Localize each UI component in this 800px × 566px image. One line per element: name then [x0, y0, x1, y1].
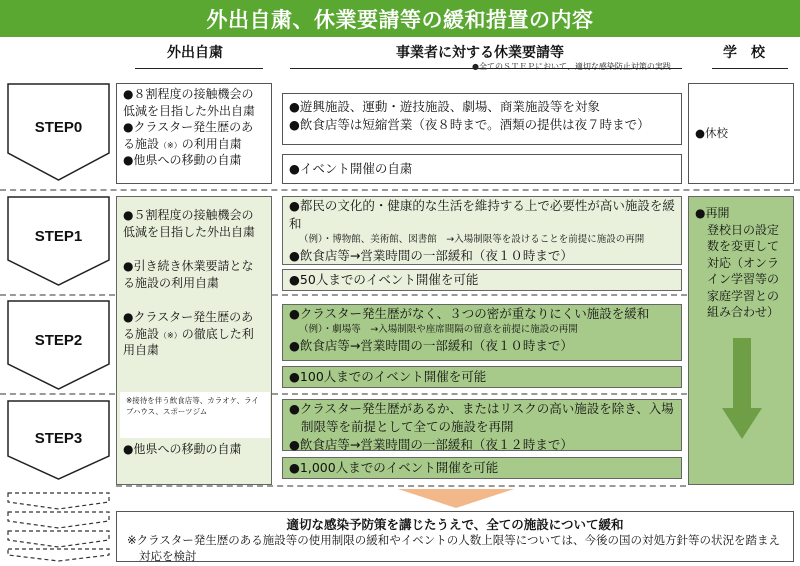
step0-outing-item: ●他県への移動の自粛 — [123, 153, 242, 168]
step-separator — [0, 393, 115, 395]
outing-merged-box — [116, 196, 272, 485]
step0-school-item: ●休校 — [695, 126, 729, 141]
step0-school-box — [688, 83, 794, 184]
step2-business-example: （例）・劇場等 →入場制限や座席間隔の留意を前提に施設の再開 — [299, 324, 578, 336]
step-separator — [116, 485, 686, 487]
outing-item: ●５割程度の接触機会の低減を目指した外出自粛 — [123, 208, 256, 239]
future-steps-icon — [7, 492, 110, 562]
step-separator — [0, 294, 115, 296]
step0-business-item: ●飲食店等は短縮営業（夜８時まで。酒類の提供は夜７時まで） — [289, 117, 650, 133]
final-headline: 適切な感染予防策を講じたうえで、全ての施設について緩和 — [286, 517, 624, 532]
step0-outing-item: ●８割程度の接触機会の低減を目指した外出自粛 — [123, 87, 256, 118]
step-2-label: STEP2 — [34, 332, 83, 349]
step-separator — [272, 393, 687, 395]
school-detail: 登校日の設定数を変更して対応（オンライン学習等の家庭学習との組み合わせ） — [707, 222, 780, 320]
step1-business-box-a — [282, 196, 682, 265]
step-0-marker — [7, 83, 110, 181]
final-note: ※クラスター発生歴のある施設等の使用制限の緩和やイベントの人数上限等については、今後の国の対処方針等の状況を踏まえ対応を検討 — [127, 533, 781, 563]
step2-business-box-a — [282, 304, 682, 361]
step-separator — [0, 189, 800, 191]
step-0-label: STEP0 — [34, 119, 83, 136]
outing-item: ●クラスター発生歴のある施設（※）の徹底した利用自粛 — [123, 310, 254, 358]
school-arrow-down-icon — [722, 338, 762, 440]
progress-arrow-down-icon — [398, 489, 514, 509]
step3-business-item: ●クラスター発生歴があるか、またはリスクの高い施設を除き、入場制限等を前提として全ての施設を再開 — [289, 401, 674, 435]
step-separator — [272, 294, 687, 296]
step1-event-item: ●50人までのイベント開催を可能 — [289, 272, 479, 287]
step3-business-box-a — [282, 399, 682, 451]
step0-outing-box — [116, 83, 272, 184]
column-underline-school — [712, 68, 788, 69]
step2-business-box-b — [282, 366, 682, 388]
step0-business-box-a — [282, 93, 682, 145]
outing-note: ※接待を伴う飲食店等、カラオケ、ライブハウス、スポーツジム — [126, 396, 259, 416]
page-title: 外出自粛、休業要請等の緩和措置の内容 — [0, 0, 800, 37]
outing-note-box — [120, 392, 270, 438]
step1-business-example: （例）・博物館、美術館、図書館 →入場制限等を設けることを前提に施設の再開 — [299, 234, 645, 246]
step1-business-box-b — [282, 269, 682, 291]
step2-event-item: ●100人までのイベント開催を可能 — [289, 369, 487, 384]
step-3-label: STEP3 — [34, 430, 83, 447]
step-1-marker — [7, 196, 110, 286]
step1-business-item: ●都民の文化的・健康的な生活を維持する上で必要性が高い施設を緩和 — [289, 198, 675, 232]
step1-business-item: ●飲食店等→営業時間の一部緩和（夜１０時まで） — [289, 248, 573, 264]
outing-item: ●引き続き休業要請となる施設の利用自粛 — [123, 259, 254, 290]
step3-event-item: ●1,000人までのイベント開催を可能 — [289, 460, 499, 475]
outing-item: ●他県への移動の自粛 — [123, 441, 242, 456]
step-1-label: STEP1 — [34, 228, 83, 245]
column-header-school: 学 校 — [723, 45, 765, 61]
step2-business-item: ●クラスター発生歴がなく、３つの密が重なりにくい施設を緩和 — [289, 306, 650, 321]
step0-business-item: ●遊興施設、運動・遊技施設、劇場、商業施設等を対象 — [289, 99, 600, 114]
step0-outing-item: ●クラスター発生歴のある施設（※）の利用自粛 — [123, 120, 254, 151]
step0-event-item: ●イベント開催の自粛 — [289, 161, 413, 176]
school-item: ●再開 — [695, 206, 730, 220]
column-underline-outing — [135, 68, 263, 69]
business-column-note: ●全てのＳＴＥＰにおいて、適切な感染防止対策の実践 — [472, 62, 671, 71]
step0-business-box-b — [282, 154, 682, 184]
step3-business-box-b — [282, 457, 682, 479]
column-header-outing: 外出自粛 — [167, 45, 223, 61]
column-header-business: 事業者に対する休業要請等 — [396, 45, 564, 61]
step-3-marker — [7, 400, 110, 480]
step-2-marker — [7, 300, 110, 390]
step3-business-item: ●飲食店等→営業時間の一部緩和（夜１２時まで） — [289, 437, 573, 453]
final-relaxation-box — [116, 511, 794, 562]
step2-business-item: ●飲食店等→営業時間の一部緩和（夜１０時まで） — [289, 337, 573, 353]
